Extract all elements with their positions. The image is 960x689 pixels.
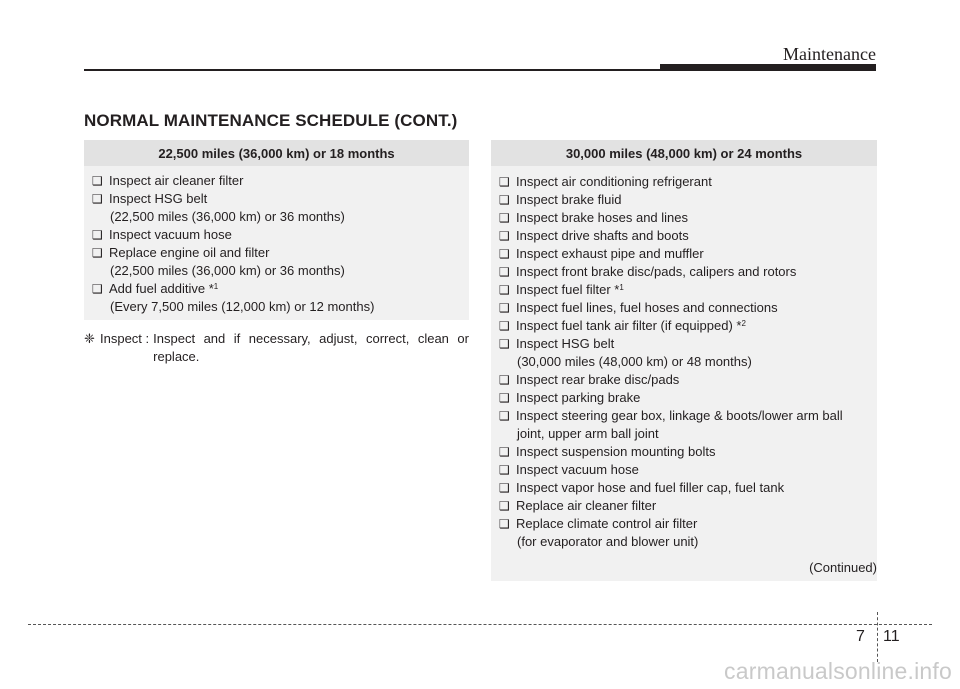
item-text: Inspect front brake disc/pads, calipers and rotors xyxy=(516,264,797,279)
watermark-text: carmanualsonline.info xyxy=(724,658,952,684)
schedule-item xyxy=(499,245,869,263)
item-text: Inspect suspension mounting bolts xyxy=(516,444,716,459)
schedule-item xyxy=(92,226,461,244)
checkbox-icon: ❑ xyxy=(499,319,510,333)
item-text: Inspect rear brake disc/pads xyxy=(516,372,680,387)
item-text: Replace climate control air filter xyxy=(516,516,698,531)
schedule-list xyxy=(84,166,469,316)
item-text: Inspect vapor hose and fuel filler cap, fuel tank xyxy=(516,480,785,495)
note-mark-icon: ❈ xyxy=(84,331,95,346)
schedule-item xyxy=(499,227,869,245)
schedule-item xyxy=(499,209,869,227)
schedule-item xyxy=(499,263,869,281)
note-term: Inspect : xyxy=(100,331,150,346)
schedule-item xyxy=(92,172,461,190)
item-text: Add fuel additive * xyxy=(109,281,214,296)
item-text: Inspect HSG belt xyxy=(109,191,208,206)
schedule-item xyxy=(499,173,869,191)
chapter-number: 7 xyxy=(856,628,865,645)
footer-rule xyxy=(28,624,932,625)
section-title: NORMAL MAINTENANCE SCHEDULE (CONT.) xyxy=(84,111,458,130)
schedule-item xyxy=(92,190,461,226)
checkbox-icon: ❑ xyxy=(92,174,103,188)
checkbox-icon: ❑ xyxy=(499,517,510,531)
checkbox-icon: ❑ xyxy=(499,193,510,207)
checkbox-icon: ❑ xyxy=(499,283,510,297)
schedule-list xyxy=(491,166,877,551)
schedule-item xyxy=(499,443,869,461)
schedule-box-30000 xyxy=(491,140,877,581)
item-text: Inspect HSG belt xyxy=(516,336,615,351)
schedule-item xyxy=(499,479,869,497)
checkbox-icon: ❑ xyxy=(499,265,510,279)
item-text: Replace engine oil and filter xyxy=(109,245,270,260)
schedule-item xyxy=(499,371,869,389)
inspect-note xyxy=(84,330,469,366)
item-detail: joint, upper arm ball joint xyxy=(517,426,659,441)
schedule-item xyxy=(499,335,869,371)
checkbox-icon: ❑ xyxy=(499,481,510,495)
checkbox-icon: ❑ xyxy=(92,228,103,242)
item-text: Inspect air conditioning refrigerant xyxy=(516,174,712,189)
item-text: Inspect vacuum hose xyxy=(516,462,639,477)
schedule-item xyxy=(499,461,869,479)
schedule-heading: 22,500 miles (36,000 km) or 18 months xyxy=(84,140,469,166)
checkbox-icon: ❑ xyxy=(499,229,510,243)
schedule-item xyxy=(499,191,869,209)
item-text: Inspect fuel filter * xyxy=(516,282,620,297)
item-text: Inspect parking brake xyxy=(516,390,641,405)
item-detail: (30,000 miles (48,000 km) or 48 months) xyxy=(517,354,752,369)
item-detail: (22,500 miles (36,000 km) or 36 months) xyxy=(110,209,345,224)
item-text: Inspect drive shafts and boots xyxy=(516,228,689,243)
schedule-item xyxy=(499,281,869,299)
schedule-item xyxy=(92,244,461,280)
item-text: Inspect fuel lines, fuel hoses and connections xyxy=(516,300,778,315)
footer-divider xyxy=(877,612,878,662)
checkbox-icon: ❑ xyxy=(499,247,510,261)
item-text: Inspect vacuum hose xyxy=(109,227,232,242)
schedule-item xyxy=(499,497,869,515)
schedule-item xyxy=(499,515,869,551)
continued-label: (Continued) xyxy=(809,560,877,575)
footnote-ref: 1 xyxy=(213,282,219,291)
schedule-item xyxy=(499,317,869,335)
checkbox-icon: ❑ xyxy=(499,373,510,387)
checkbox-icon: ❑ xyxy=(499,211,510,225)
item-text: Inspect brake fluid xyxy=(516,192,622,207)
item-detail: (for evaporator and blower unit) xyxy=(517,534,699,549)
header-title: Maintenance xyxy=(783,44,876,64)
footnote-ref: 1 xyxy=(619,283,624,292)
item-text: Inspect brake hoses and lines xyxy=(516,210,688,225)
item-text: Inspect fuel tank air filter (if equipped) * xyxy=(516,318,742,333)
item-text: Replace air cleaner filter xyxy=(516,498,657,513)
schedule-item xyxy=(499,299,869,317)
header-rule xyxy=(84,69,660,71)
item-text: Inspect air cleaner filter xyxy=(109,173,244,188)
checkbox-icon: ❑ xyxy=(92,282,103,296)
page-number: 11 xyxy=(883,628,900,645)
item-detail: (22,500 miles (36,000 km) or 36 months) xyxy=(110,263,345,278)
item-text: Inspect exhaust pipe and muffler xyxy=(516,246,704,261)
checkbox-icon: ❑ xyxy=(499,499,510,513)
note-definition: Inspect and if necessary, adjust, correct, clean or replace. xyxy=(153,331,469,364)
checkbox-icon: ❑ xyxy=(92,246,103,260)
item-text: Inspect steering gear box, linkage & boots/lower arm ball xyxy=(516,408,843,423)
checkbox-icon: ❑ xyxy=(499,445,510,459)
schedule-item xyxy=(499,389,869,407)
header-block xyxy=(660,64,876,71)
schedule-item xyxy=(92,280,461,316)
checkbox-icon: ❑ xyxy=(499,463,510,477)
schedule-box-22500 xyxy=(84,140,469,320)
schedule-item xyxy=(499,407,869,443)
checkbox-icon: ❑ xyxy=(499,301,510,315)
checkbox-icon: ❑ xyxy=(499,409,510,423)
checkbox-icon: ❑ xyxy=(92,192,103,206)
schedule-heading: 30,000 miles (48,000 km) or 24 months xyxy=(491,140,877,166)
checkbox-icon: ❑ xyxy=(499,391,510,405)
item-detail: (Every 7,500 miles (12,000 km) or 12 months) xyxy=(110,299,375,314)
footnote-ref: 2 xyxy=(741,319,746,328)
checkbox-icon: ❑ xyxy=(499,337,510,351)
checkbox-icon: ❑ xyxy=(499,175,510,189)
